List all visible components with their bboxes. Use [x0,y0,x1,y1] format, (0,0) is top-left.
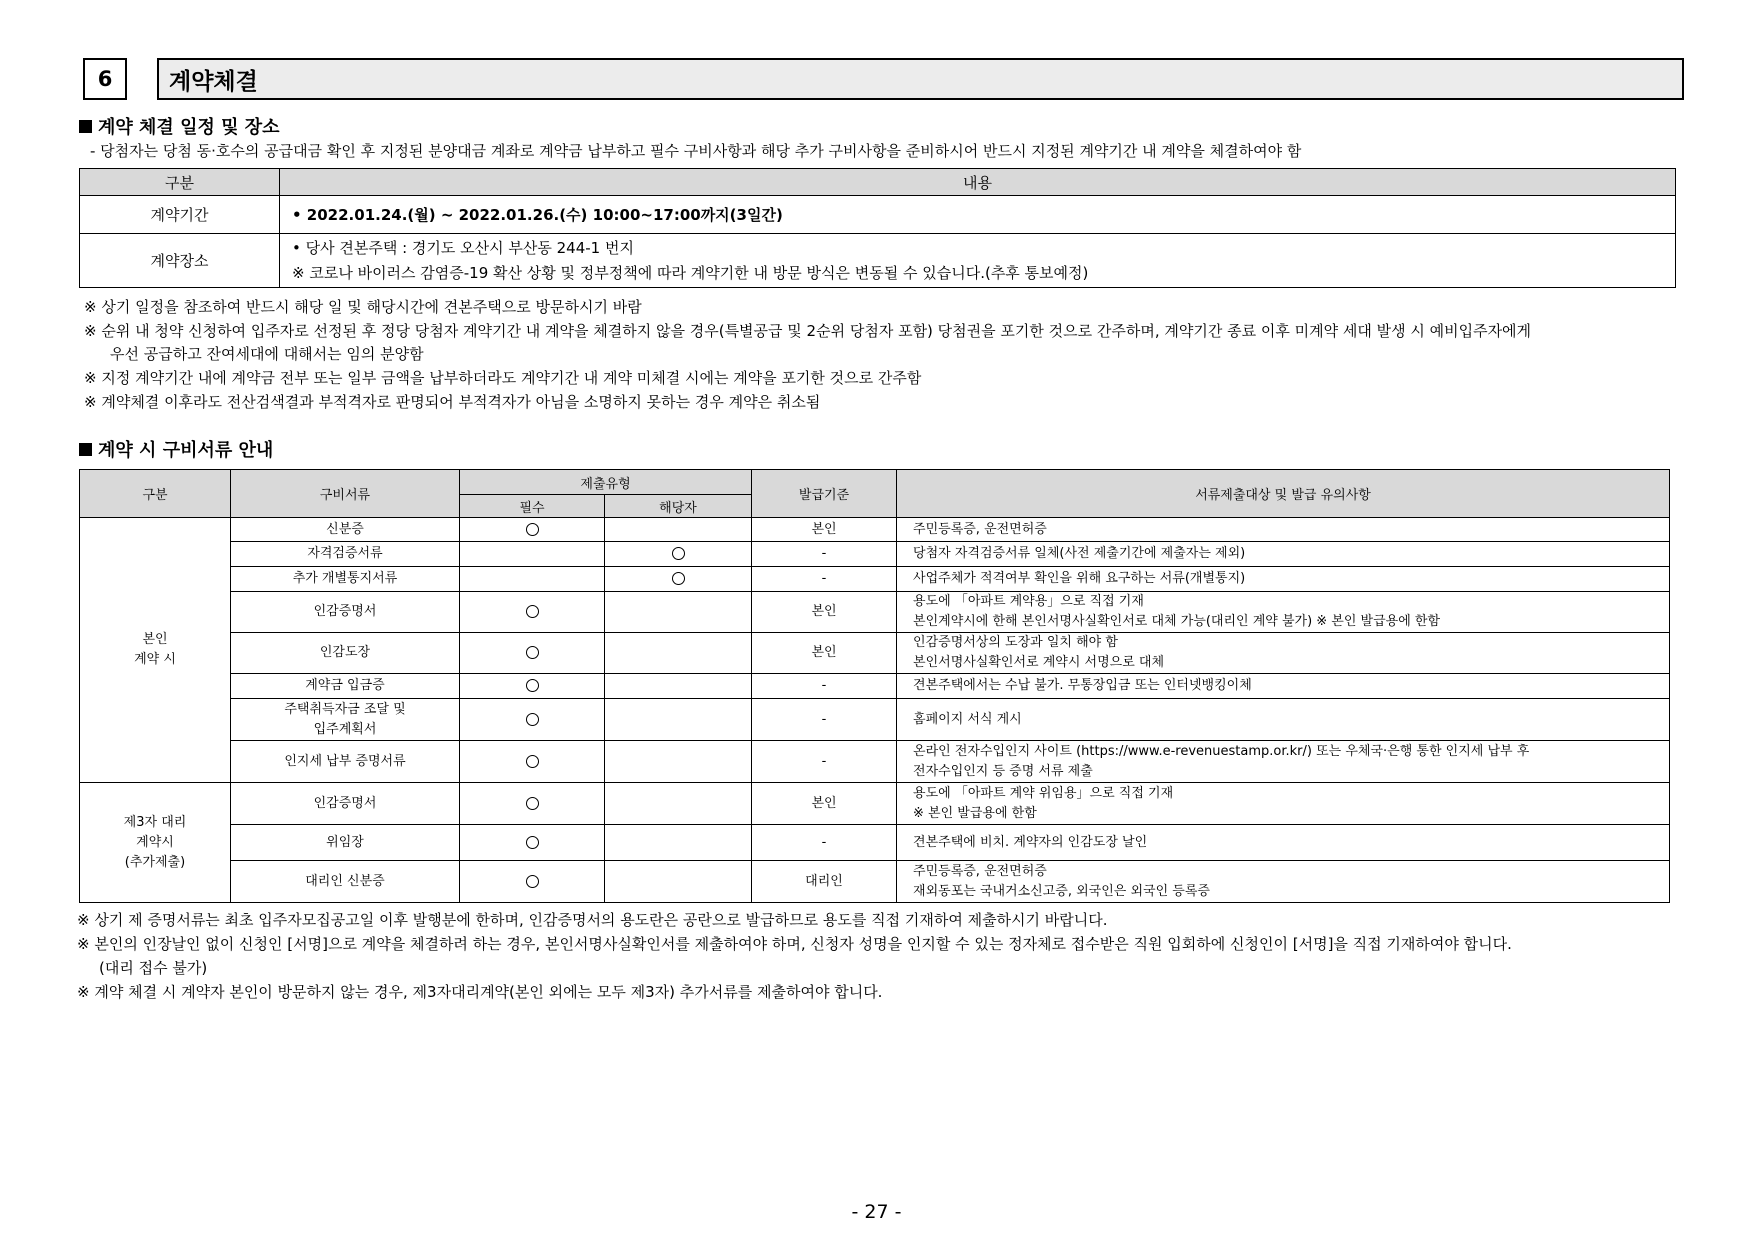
place-label: 계약장소 [80,234,280,288]
documents-table [79,469,1670,903]
notes-line: 본인계약시에 한해 본인서명사실확인서로 대체 가능(대리인 계약 불가) ※ 본인 발급용에 한함 [913,614,1441,629]
issuer-cell: - [752,674,897,699]
notes-cell [897,592,1670,633]
notes-cell [897,783,1670,825]
group-label-line: 본인 [142,632,168,647]
table-row [80,861,1670,903]
notes-line: 전자수입인지 등 증명 서류 제출 [913,763,1093,779]
applicable-cell [605,741,752,783]
notes-line: 본인서명사실확인서로 계약시 서명으로 대체 [913,655,1165,670]
required-cell [460,633,605,674]
notes-line: 용도에 「아파트 계약 위임용」으로 직접 기재 [913,785,1174,801]
documents-header-category: 구분 [80,470,231,518]
square-bullet-icon [79,120,92,133]
applicable-cell [605,861,752,903]
applicable-cell [605,542,752,567]
required-cell [460,861,605,903]
doc-name: 인감도장 [231,633,460,674]
schedule-table [79,168,1676,288]
doc-name: 계약금 입금증 [231,674,460,699]
group-label-proxy [80,783,231,903]
circle-mark-icon [672,547,685,560]
place-notice: ※ 코로나 바이러스 감염증-19 확산 상황 및 정부정책에 따라 계약기한 내 방문 방식은 변동될 수 있습니다.(추후 통보예정) [292,263,1089,282]
schedule-intro: - 당첨자는 당첨 동·호수의 공급대금 확인 후 지정된 분양대금 계좌로 계약금 납부하고 필수 구비사항과 해당 추가 구비사항을 준비하시어 반드시 지정된 계약기간 내 계약을 체결하여야 함 [90,142,1302,160]
notes-line: 재외동포는 국내거소신고증, 외국인은 외국인 등록증 [913,883,1210,899]
applicable-cell [605,674,752,699]
issuer-cell: 본인 [752,783,897,825]
schedule-heading-text: 계약 체결 일정 및 장소 [98,117,280,138]
doc-name: 위임장 [231,825,460,861]
issuer-cell: - [752,699,897,741]
issuer-cell: 본인 [752,592,897,633]
issuer-cell: - [752,542,897,567]
schedule-heading [79,113,280,139]
group-label-self [80,518,231,783]
doc-name: 신분증 [231,518,460,542]
applicable-cell [605,567,752,592]
circle-mark-icon [526,797,539,810]
required-cell [460,674,605,699]
period-label: 계약기간 [80,196,280,234]
table-row [80,633,1670,674]
table-row [80,783,1670,825]
doc-name: 추가 개별통지서류 [231,567,460,592]
circle-mark-icon [526,875,539,888]
schedule-note: ※ 계약체결 이후라도 전산검색결과 부적격자로 판명되어 부적격자가 아님을 소명하지 못하는 경우 계약은 취소됨 [84,393,821,411]
issuer-cell: - [752,567,897,592]
doc-name: 자격검증서류 [231,542,460,567]
documents-heading-text: 계약 시 구비서류 안내 [98,440,274,461]
table-row [80,196,1676,234]
table-row [80,674,1670,699]
required-cell [460,592,605,633]
circle-mark-icon [526,713,539,726]
documents-header-issuer: 발급기준 [752,470,897,518]
notes-cell [897,633,1670,674]
required-cell [460,783,605,825]
applicable-cell [605,825,752,861]
schedule-header-category: 구분 [80,169,280,196]
issuer-cell: 본인 [752,518,897,542]
schedule-note-continuation: 우선 공급하고 잔여세대에 대해서는 임의 분양함 [110,345,424,363]
required-cell [460,518,605,542]
notes-line: 용도에 「아파트 계약용」으로 직접 기재 [913,594,1144,609]
group-label-line: (추가제출) [124,854,186,870]
schedule-note: ※ 상기 일정을 참조하여 반드시 해당 일 및 해당시간에 견본주택으로 방문하시기 바람 [84,298,642,316]
table-row [80,592,1670,633]
doc-name: 인감증명서 [231,783,460,825]
documents-header-submit-type: 제출유형 [460,470,752,495]
notes-cell [897,861,1670,903]
issuer-cell: 대리인 [752,861,897,903]
place-value [280,234,1676,288]
notes-cell: 홈페이지 서식 게시 [897,699,1670,741]
circle-mark-icon [672,572,685,585]
circle-mark-icon [526,523,539,536]
schedule-note: ※ 순위 내 청약 신청하여 입주자로 선정된 후 정당 당첨자 계약기간 내 계약을 체결하지 않을 경우(특별공급 및 2순위 당첨자 포함) 당첨권을 포기한 것으로 간주하며, 계약기간 종료 이후 미계약 세대 발생 시 예비입주자에게 [84,322,1532,340]
documents-note: ※ 본인의 인장날인 없이 신청인 [서명]으로 계약을 체결하려 하는 경우, 본인서명사실확인서를 제출하여야 하며, 신청자 성명을 인지할 수 있는 정자체로 접수받은 직원 입회하에 신청인이 [서명]을 직접 기재하여야 합니다. [77,935,1512,953]
circle-mark-icon [526,836,539,849]
doc-name-line: 입주계획서 [313,721,377,737]
applicable-cell [605,783,752,825]
group-label-line: 제3자 대리 [123,814,187,830]
notes-line: 인감증명서상의 도장과 일치 해야 함 [913,635,1118,650]
circle-mark-icon [526,605,539,618]
circle-mark-icon [526,679,539,692]
group-label-line: 계약시 [136,834,174,850]
table-row [80,567,1670,592]
doc-name [231,699,460,741]
schedule-table-header [80,169,1676,196]
table-row [80,741,1670,783]
notes-line: 온라인 전자수입인지 사이트 (https://www.e-revenuestamp.or.kr/) 또는 우체국·은행 통한 인지세 납부 후 [913,743,1530,759]
issuer-cell: 본인 [752,633,897,674]
documents-header-doc: 구비서류 [231,470,460,518]
notes-cell: 주민등록증, 운전면허증 [897,518,1670,542]
place-address: • 당사 견본주택 : 경기도 오산시 부산동 244-1 번지 [292,238,634,257]
documents-note: ※ 상기 제 증명서류는 최초 입주자모집공고일 이후 발행분에 한하며, 인감증명서의 용도란은 공란으로 발급하므로 용도를 직접 기재하여 제출하시기 바랍니다. [77,911,1108,929]
notes-cell: 당첨자 자격검증서류 일체(사전 제출기간에 제출자는 제외) [897,542,1670,567]
schedule-header-content: 내용 [280,169,1676,196]
doc-name: 인지세 납부 증명서류 [231,741,460,783]
period-value: • 2022.01.24.(월) ~ 2022.01.26.(수) 10:00~17:00까지(3일간) [280,196,1676,234]
doc-name: 인감증명서 [231,592,460,633]
group-label-line: 계약 시 [134,652,176,667]
doc-name: 대리인 신분증 [231,861,460,903]
notes-cell: 견본주택에 비치. 계약자의 인감도장 날인 [897,825,1670,861]
required-cell [460,567,605,592]
notes-line: 주민등록증, 운전면허증 [913,863,1047,879]
documents-header-notes: 서류제출대상 및 발급 유의사항 [897,470,1670,518]
table-row [80,699,1670,741]
required-cell [460,542,605,567]
doc-name-line: 주택취득자금 조달 및 [284,701,406,717]
documents-header-required: 필수 [460,495,605,518]
required-cell [460,825,605,861]
page-number: - 27 - [851,1201,902,1223]
section-title: 계약체결 [157,58,1684,100]
issuer-cell: - [752,825,897,861]
notes-cell: 사업주체가 적격여부 확인을 위해 요구하는 서류(개별통지) [897,567,1670,592]
notes-line: ※ 본인 발급용에 한함 [913,805,1037,821]
documents-note: ※ 계약 체결 시 계약자 본인이 방문하지 않는 경우, 제3자대리계약(본인 외에는 모두 제3자) 추가서류를 제출하여야 합니다. [77,983,883,1001]
table-row [80,234,1676,288]
table-row [80,542,1670,567]
applicable-cell [605,518,752,542]
documents-note-continuation: (대리 접수 불가) [99,959,208,977]
circle-mark-icon [526,646,539,659]
documents-heading [79,436,273,462]
notes-cell: 견본주택에서는 수납 불가. 무통장입금 또는 인터넷뱅킹이체 [897,674,1670,699]
applicable-cell [605,633,752,674]
applicable-cell [605,592,752,633]
square-bullet-icon [79,443,92,456]
documents-header-row [80,470,1670,495]
section-number: 6 [83,58,127,100]
notes-cell [897,741,1670,783]
required-cell [460,699,605,741]
documents-header-applicable: 해당자 [605,495,752,518]
applicable-cell [605,699,752,741]
issuer-cell: - [752,741,897,783]
table-row [80,518,1670,542]
schedule-note: ※ 지정 계약기간 내에 계약금 전부 또는 일부 금액을 납부하더라도 계약기간 내 계약 미체결 시에는 계약을 포기한 것으로 간주함 [84,369,922,387]
required-cell [460,741,605,783]
table-row [80,825,1670,861]
circle-mark-icon [526,755,539,768]
